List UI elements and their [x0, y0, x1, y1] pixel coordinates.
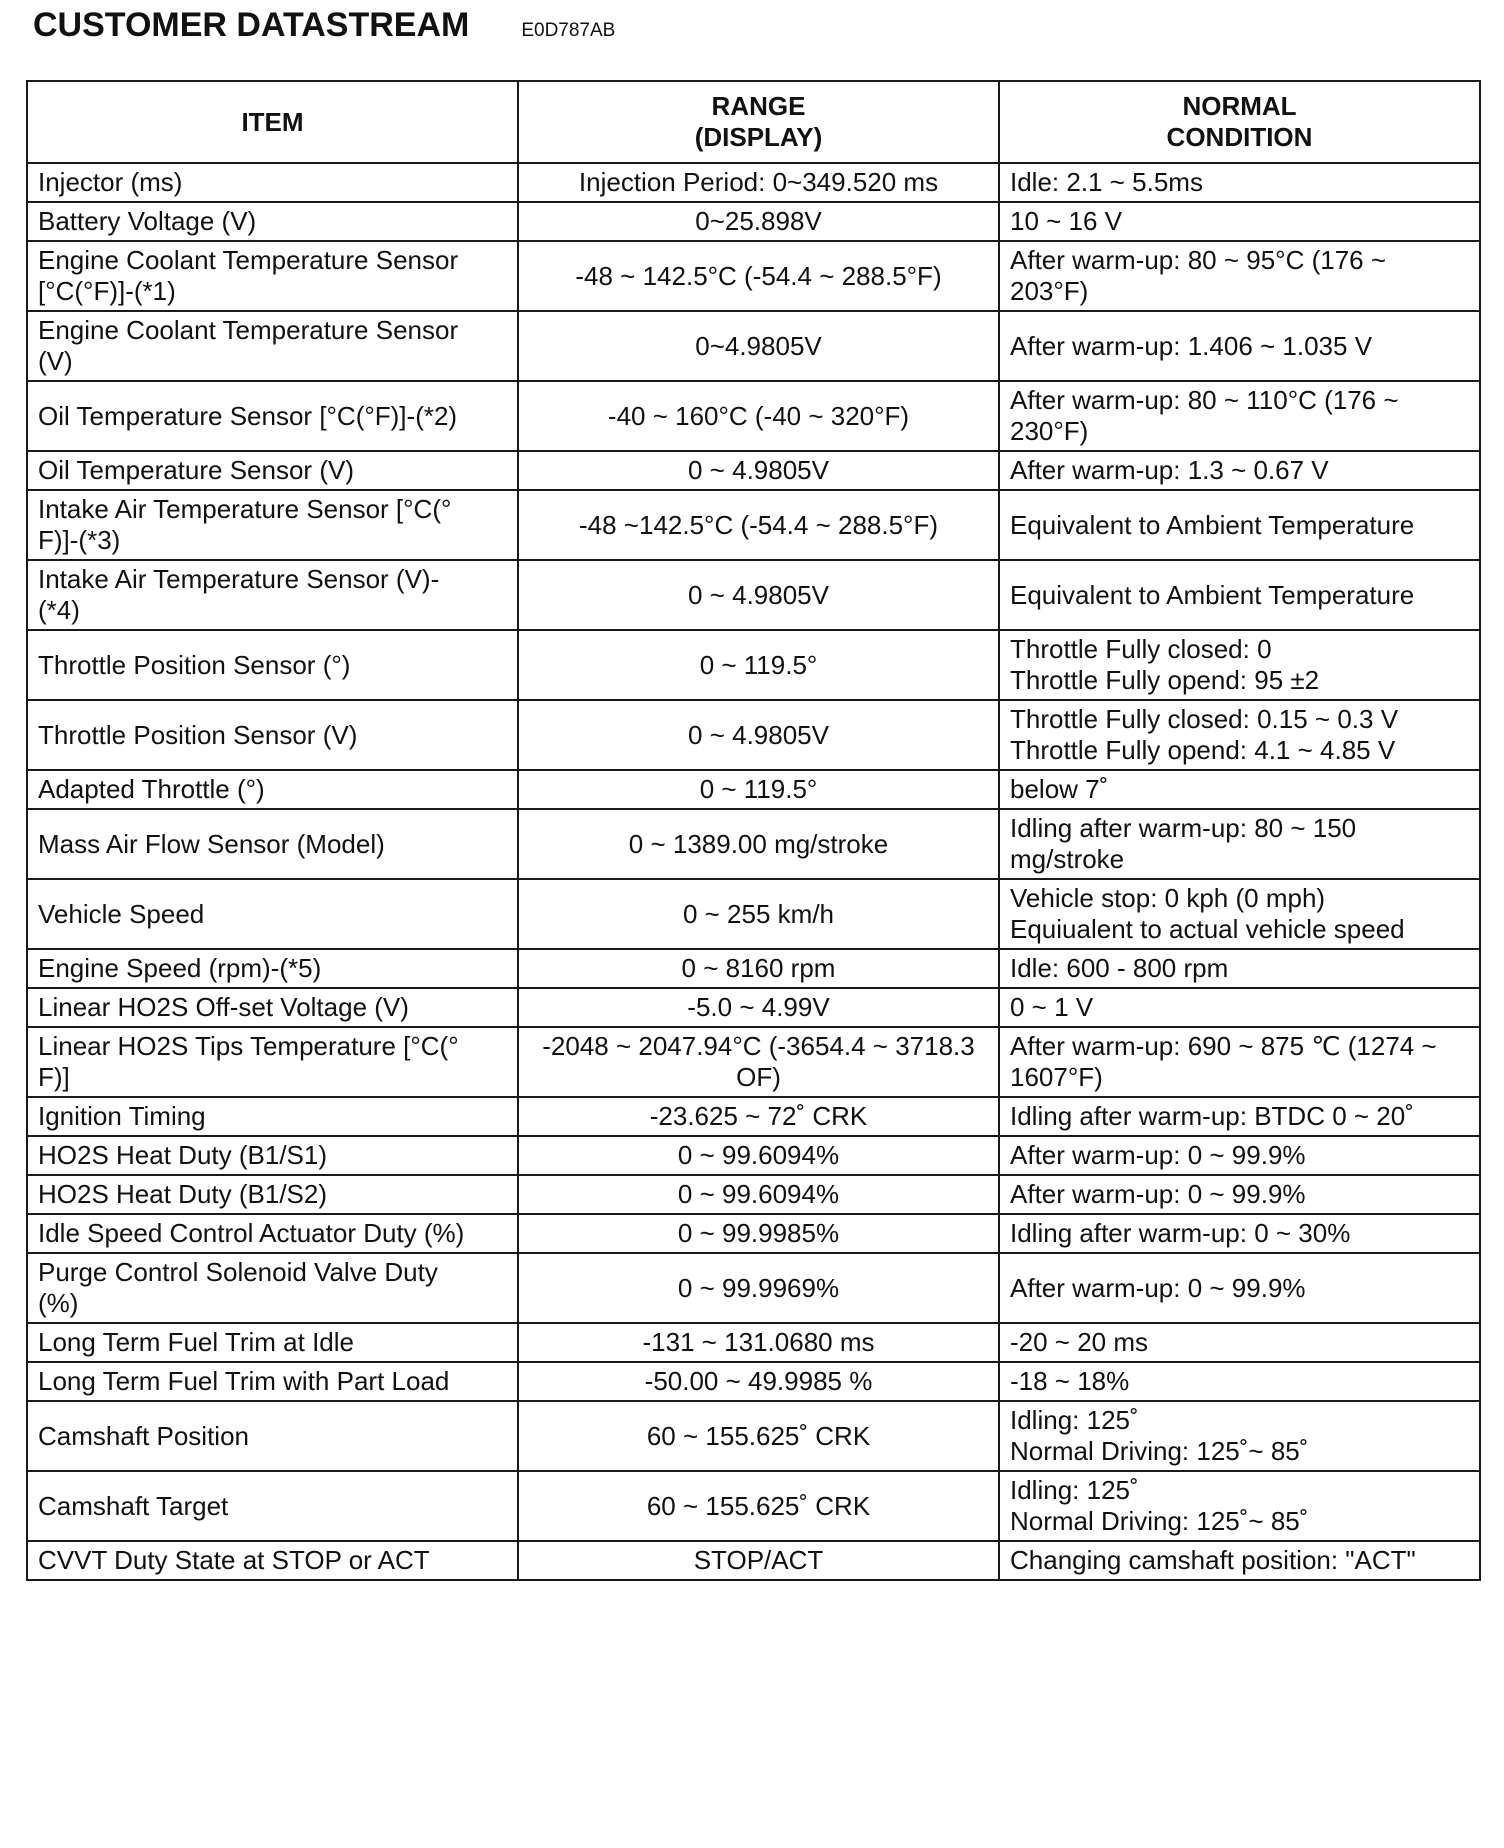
cell-range [518, 241, 999, 311]
cell-item [27, 949, 518, 988]
cell-range [518, 560, 999, 630]
cell-item [27, 1471, 518, 1541]
cell-range [518, 1214, 999, 1253]
cell-normal-condition [999, 809, 1480, 879]
cell-item [27, 988, 518, 1027]
table-row [27, 1362, 1480, 1401]
cell-text-line: Idle Speed Control Actuator Duty (%) [38, 1218, 465, 1248]
cell-range [518, 1136, 999, 1175]
cell-text-line: Idling after warm-up: 0 ~ 30% [1010, 1218, 1351, 1248]
cell-text-line: Idle: 2.1 ~ 5.5ms [1010, 167, 1203, 197]
cell-text-line: After warm-up: 0 ~ 99.9% [1010, 1179, 1306, 1209]
cell-text-line: Throttle Fully closed: 0.15 ~ 0.3 V [1010, 704, 1399, 734]
cell-text-line: After warm-up: 80 ~ 95°C (176 ~ [1010, 245, 1387, 275]
cell-text-line: 230°F) [1010, 416, 1089, 446]
table-row [27, 770, 1480, 809]
cell-item [27, 451, 518, 490]
cell-text-line: Equivalent to Ambient Temperature [1010, 579, 1415, 610]
cell-range [518, 381, 999, 451]
cell-text-line: Oil Temperature Sensor (V) [38, 455, 354, 485]
cell-text-line: Idling after warm-up: BTDC 0 ~ 20˚ [1010, 1101, 1414, 1131]
cell-range [518, 1323, 999, 1362]
cell-text-line: Idle: 600 - 800 rpm [1010, 953, 1229, 983]
cell-text-line: mg/stroke [1010, 844, 1125, 874]
cell-text-line: -50.00 ~ 49.9985 % [644, 1366, 873, 1396]
cell-text-line: Long Term Fuel Trim at Idle [38, 1327, 354, 1357]
table-row [27, 949, 1480, 988]
table-row [27, 879, 1480, 949]
cell-text-line: Equiualent to actual vehicle speed [1010, 914, 1405, 944]
cell-text-line: Throttle Fully opend: 4.1 ~ 4.85 V [1010, 735, 1396, 765]
cell-range [518, 809, 999, 879]
cell-range [518, 1097, 999, 1136]
table-row [27, 490, 1480, 560]
cell-text-line: Mass Air Flow Sensor (Model) [38, 828, 385, 859]
cell-text-line: 0~4.9805V [695, 330, 822, 361]
cell-normal-condition [999, 163, 1480, 202]
cell-text-line: Linear HO2S Off-set Voltage (V) [38, 992, 409, 1022]
cell-text-line: Normal Driving: 125˚~ 85˚ [1010, 1506, 1309, 1536]
cell-range [518, 1471, 999, 1541]
cell-text-line: 0 ~ 99.6094% [677, 1140, 840, 1170]
cell-text-line: Ignition Timing [38, 1101, 206, 1131]
cell-text-line: Injection Period: 0~349.520 ms [578, 167, 939, 197]
cell-text-line: Oil Temperature Sensor [°C(°F)]-(*2) [38, 400, 458, 431]
cell-text-line: Adapted Throttle (°) [38, 774, 265, 804]
cell-text-line: STOP/ACT [693, 1545, 824, 1575]
table-row [27, 988, 1480, 1027]
cell-text-line: After warm-up: 0 ~ 99.9% [1010, 1140, 1306, 1170]
cell-range [518, 879, 999, 949]
cell-item [27, 700, 518, 770]
cell-text-line: 0 ~ 119.5° [699, 774, 818, 804]
cell-text-line: -40 ~ 160°C (-40 ~ 320°F) [607, 400, 910, 431]
cell-normal-condition [999, 560, 1480, 630]
cell-text-line: Engine Coolant Temperature Sensor [38, 315, 459, 345]
cell-item [27, 1027, 518, 1097]
cell-item [27, 1175, 518, 1214]
cell-normal-condition [999, 700, 1480, 770]
cell-normal-condition [999, 1136, 1480, 1175]
cell-normal-condition [999, 1362, 1480, 1401]
cell-range [518, 1027, 999, 1097]
cell-text-line: OF) [736, 1062, 781, 1092]
cell-text-line: 0 ~ 8160 rpm [681, 953, 836, 983]
cell-range [518, 630, 999, 700]
cell-normal-condition [999, 988, 1480, 1027]
cell-text-line: Equivalent to Ambient Temperature [1010, 509, 1415, 540]
cell-range [518, 1175, 999, 1214]
cell-text-line: Long Term Fuel Trim with Part Load [38, 1366, 450, 1396]
cell-normal-condition [999, 1175, 1480, 1214]
cell-normal-condition [999, 241, 1480, 311]
cell-range [518, 700, 999, 770]
cell-text-line: -48 ~ 142.5°C (-54.4 ~ 288.5°F) [575, 260, 942, 291]
table-row [27, 202, 1480, 241]
cell-item [27, 241, 518, 311]
table-row [27, 1541, 1480, 1580]
cell-text-line: Purge Control Solenoid Valve Duty [38, 1257, 438, 1287]
cell-text-line: -5.0 ~ 4.99V [687, 992, 830, 1022]
cell-text-line: Camshaft Target [38, 1490, 229, 1521]
cell-normal-condition [999, 1027, 1480, 1097]
cell-item [27, 879, 518, 949]
cell-normal-condition [999, 1401, 1480, 1471]
cell-text-line: Intake Air Temperature Sensor [°C(° [38, 494, 452, 524]
cell-text-line: -18 ~ 18% [1010, 1366, 1130, 1396]
cell-range [518, 202, 999, 241]
cell-normal-condition [999, 202, 1480, 241]
cell-range [518, 949, 999, 988]
table-row [27, 241, 1480, 311]
cell-text-line: 0~25.898V [695, 206, 822, 236]
cell-text-line: Vehicle stop: 0 kph (0 mph) [1010, 883, 1326, 913]
column-header-item: ITEM [27, 81, 518, 163]
cell-normal-condition [999, 770, 1480, 809]
cell-normal-condition [999, 630, 1480, 700]
cell-text-line: Idling after warm-up: 80 ~ 150 [1010, 813, 1357, 843]
cell-text-line: After warm-up: 1.3 ~ 0.67 V [1010, 455, 1329, 485]
table-header-row [27, 81, 1480, 163]
table-row [27, 1136, 1480, 1175]
cell-text-line: Engine Coolant Temperature Sensor [38, 245, 459, 275]
cell-range [518, 1253, 999, 1323]
cell-normal-condition [999, 1471, 1480, 1541]
table-row [27, 163, 1480, 202]
cell-normal-condition [999, 1097, 1480, 1136]
cell-range [518, 770, 999, 809]
cell-text-line: 0 ~ 4.9805V [688, 579, 829, 610]
cell-text-line: After warm-up: 690 ~ 875 ℃ (1274 ~ [1010, 1031, 1437, 1061]
cell-range [518, 490, 999, 560]
cell-item [27, 560, 518, 630]
table-row [27, 1401, 1480, 1471]
cell-item [27, 311, 518, 381]
cell-text-line: After warm-up: 1.406 ~ 1.035 V [1010, 330, 1373, 361]
cell-text-line: -20 ~ 20 ms [1010, 1327, 1149, 1357]
cell-text-line: 60 ~ 155.625˚ CRK [646, 1420, 871, 1451]
cell-text-line: 0 ~ 4.9805V [688, 455, 829, 485]
cell-text-line: HO2S Heat Duty (B1/S1) [38, 1140, 327, 1170]
cell-text-line: 60 ~ 155.625˚ CRK [646, 1490, 871, 1521]
cell-item [27, 202, 518, 241]
cell-text-line: -2048 ~ 2047.94°C (-3654.4 ~ 3718.3 [542, 1031, 975, 1061]
table-row [27, 1323, 1480, 1362]
cell-range [518, 1401, 999, 1471]
cell-range [518, 451, 999, 490]
cell-normal-condition [999, 879, 1480, 949]
table-row [27, 1253, 1480, 1323]
cell-text-line: Throttle Position Sensor (V) [38, 719, 358, 750]
cell-text-line: Battery Voltage (V) [38, 206, 257, 236]
cell-item [27, 381, 518, 451]
table-row [27, 560, 1480, 630]
cell-text-line: -23.625 ~ 72˚ CRK [649, 1101, 868, 1131]
cell-text-line: Intake Air Temperature Sensor (V)- [38, 564, 440, 594]
cell-text-line: Idling: 125˚ [1010, 1475, 1139, 1505]
cell-text-line: 0 ~ 99.9969% [677, 1272, 840, 1303]
cell-text-line: Camshaft Position [38, 1420, 249, 1451]
cell-normal-condition [999, 1214, 1480, 1253]
cell-item [27, 1362, 518, 1401]
cell-range [518, 1362, 999, 1401]
cell-text-line: F)] [38, 1062, 70, 1092]
cell-normal-condition [999, 381, 1480, 451]
cell-text-line: Vehicle Speed [38, 898, 205, 929]
cell-item [27, 1136, 518, 1175]
cell-text-line: Normal Driving: 125˚~ 85˚ [1010, 1436, 1309, 1466]
cell-text-line: 203°F) [1010, 276, 1089, 306]
document-code: E0D787AB [521, 20, 616, 41]
cell-normal-condition [999, 1541, 1480, 1580]
table-row [27, 1175, 1480, 1214]
cell-text-line: 0 ~ 1 V [1010, 992, 1094, 1022]
cell-text-line: Changing camshaft position: "ACT" [1010, 1545, 1416, 1575]
cell-text-line: below 7˚ [1010, 774, 1109, 804]
page-header [33, 6, 615, 56]
cell-text-line: 0 ~ 4.9805V [688, 719, 829, 750]
table-row [27, 630, 1480, 700]
table-row [27, 1097, 1480, 1136]
cell-item [27, 1097, 518, 1136]
cell-text-line: 0 ~ 119.5° [699, 649, 818, 680]
cell-text-line: 0 ~ 1389.00 mg/stroke [628, 828, 889, 859]
cell-item [27, 630, 518, 700]
table-row [27, 700, 1480, 770]
cell-range [518, 1541, 999, 1580]
table-row [27, 1027, 1480, 1097]
cell-normal-condition [999, 451, 1480, 490]
page-title: CUSTOMER DATASTREAM [33, 6, 470, 44]
cell-text-line: Throttle Fully opend: 95 ±2 [1010, 665, 1320, 695]
table-row [27, 1471, 1480, 1541]
table-row [27, 1214, 1480, 1253]
cell-normal-condition [999, 311, 1480, 381]
cell-text-line: F)]-(*3) [38, 525, 121, 555]
cell-item [27, 809, 518, 879]
cell-text-line: Throttle Position Sensor (°) [38, 649, 351, 680]
cell-text-line: Injector (ms) [38, 167, 183, 197]
cell-item [27, 1541, 518, 1580]
column-header-range: RANGE (DISPLAY) [518, 81, 999, 163]
cell-item [27, 1323, 518, 1362]
cell-text-line: After warm-up: 0 ~ 99.9% [1010, 1272, 1306, 1303]
cell-range [518, 988, 999, 1027]
cell-item [27, 163, 518, 202]
cell-item [27, 1253, 518, 1323]
table-row [27, 809, 1480, 879]
cell-text-line: 0 ~ 255 km/h [682, 898, 835, 929]
cell-normal-condition [999, 949, 1480, 988]
cell-text-line: 1607°F) [1010, 1062, 1103, 1092]
cell-text-line: (%) [38, 1288, 79, 1318]
cell-text-line: Engine Speed (rpm)-(*5) [38, 953, 322, 983]
cell-text-line: Linear HO2S Tips Temperature [°C(° [38, 1031, 459, 1061]
table-row [27, 381, 1480, 451]
cell-text-line: 0 ~ 99.9985% [677, 1218, 840, 1248]
cell-text-line: -48 ~142.5°C (-54.4 ~ 288.5°F) [579, 509, 938, 540]
table-row [27, 451, 1480, 490]
cell-normal-condition [999, 1323, 1480, 1362]
cell-text-line: [°C(°F)]-(*1) [38, 276, 176, 306]
datastream-table [26, 80, 1481, 1581]
column-header-normal-condition: NORMAL CONDITION [999, 81, 1480, 163]
cell-text-line: -131 ~ 131.0680 ms [642, 1327, 875, 1357]
cell-text-line: Throttle Fully closed: 0 [1010, 634, 1272, 664]
cell-range [518, 311, 999, 381]
cell-text-line: 0 ~ 99.6094% [677, 1179, 840, 1209]
cell-item [27, 490, 518, 560]
cell-range [518, 163, 999, 202]
cell-text-line: (V) [38, 346, 73, 376]
cell-text-line: Idling: 125˚ [1010, 1405, 1139, 1435]
cell-text-line: CVVT Duty State at STOP or ACT [38, 1545, 430, 1575]
cell-text-line: (*4) [38, 595, 80, 625]
table-row [27, 311, 1480, 381]
cell-item [27, 1214, 518, 1253]
cell-text-line: After warm-up: 80 ~ 110°C (176 ~ [1010, 385, 1399, 415]
cell-text-line: HO2S Heat Duty (B1/S2) [38, 1179, 327, 1209]
cell-text-line: 10 ~ 16 V [1010, 206, 1123, 236]
cell-normal-condition [999, 1253, 1480, 1323]
cell-normal-condition [999, 490, 1480, 560]
cell-item [27, 1401, 518, 1471]
cell-item [27, 770, 518, 809]
